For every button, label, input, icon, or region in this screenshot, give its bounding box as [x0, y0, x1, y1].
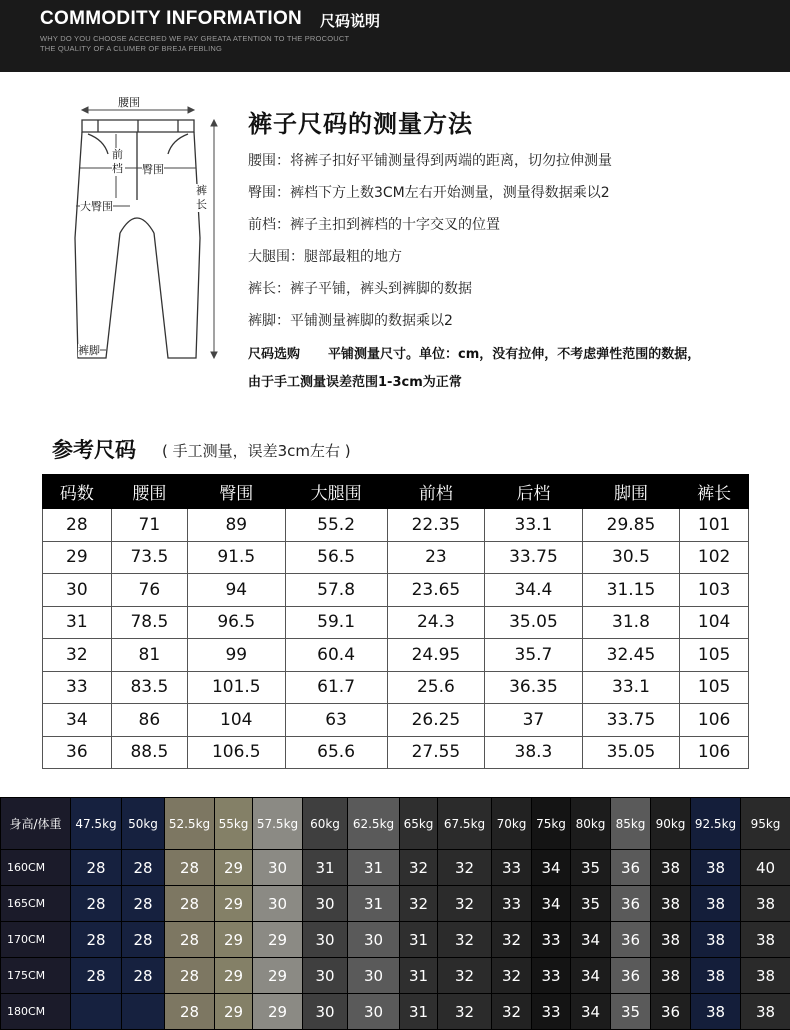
- height-weight-cell: 29: [253, 994, 303, 1030]
- height-weight-table: [0, 797, 790, 1030]
- weight-header-cell: 85kg: [611, 798, 651, 850]
- height-weight-cell: 28: [122, 922, 165, 958]
- weight-header-cell: 90kg: [651, 798, 691, 850]
- size-table-cell: 105: [680, 639, 749, 672]
- height-weight-cell: 36: [611, 922, 651, 958]
- weight-header-cell: 52.5kg: [165, 798, 215, 850]
- size-table-cell: 88.5: [111, 736, 187, 769]
- pants-outline-icon: [48, 88, 228, 368]
- height-weight-cell: 29: [215, 994, 253, 1030]
- method-line-length: 裤长：裤子平铺，裤头到裤脚的数据: [248, 281, 472, 297]
- table-row: [1, 850, 790, 886]
- height-weight-cell: 32: [438, 922, 492, 958]
- size-table-cell: 37: [485, 704, 583, 737]
- height-weight-cell: 28: [71, 958, 122, 994]
- height-weight-cell: 34: [532, 886, 571, 922]
- height-weight-cell: 34: [532, 850, 571, 886]
- height-weight-cell: 32: [438, 850, 492, 886]
- size-table-cell: 23.65: [387, 574, 485, 607]
- size-table-cell: 106: [680, 704, 749, 737]
- height-weight-cell: 38: [651, 922, 691, 958]
- height-weight-cell: 32: [400, 886, 438, 922]
- size-table-cell: 57.8: [285, 574, 387, 607]
- height-weight-cell: 31: [400, 922, 438, 958]
- height-weight-cell: 35: [571, 886, 611, 922]
- size-table-cell: 104: [680, 606, 749, 639]
- height-weight-cell: 35: [571, 850, 611, 886]
- weight-header-cell: 80kg: [571, 798, 611, 850]
- height-weight-cell: 35: [611, 994, 651, 1030]
- height-weight-cell: 38: [691, 994, 741, 1030]
- size-table-cell: 35.05: [582, 736, 680, 769]
- table-row: [43, 671, 749, 704]
- height-weight-cell: 33: [532, 922, 571, 958]
- size-table-cell: 26.25: [387, 704, 485, 737]
- height-row-header: 180CM: [1, 994, 71, 1030]
- size-table-header-row: [43, 475, 749, 509]
- weight-header-cell: 47.5kg: [71, 798, 122, 850]
- size-table-cell: 31.15: [582, 574, 680, 607]
- size-table-cell: 101: [680, 509, 749, 542]
- height-weight-table-container: [0, 797, 790, 1030]
- height-weight-cell: 30: [303, 958, 348, 994]
- height-weight-cell: 38: [741, 994, 790, 1030]
- size-table-cell: 33.75: [485, 541, 583, 574]
- height-weight-cell: 28: [71, 922, 122, 958]
- height-weight-cell: 31: [400, 958, 438, 994]
- table-row: [43, 606, 749, 639]
- height-weight-cell: 33: [492, 850, 532, 886]
- size-table-cell: 89: [188, 509, 286, 542]
- height-weight-cell: 32: [492, 958, 532, 994]
- height-weight-cell: 28: [165, 886, 215, 922]
- size-table-cell: 24.3: [387, 606, 485, 639]
- size-table-cell: 30.5: [582, 541, 680, 574]
- height-weight-header-row: [1, 798, 790, 850]
- height-weight-cell: 34: [571, 958, 611, 994]
- size-note-text-1: 平铺测量尺寸。单位：cm，没有拉伸，不考虑弹性范围的数据，: [328, 347, 701, 362]
- size-table-cell: 60.4: [285, 639, 387, 672]
- size-table-cell: 35.05: [485, 606, 583, 639]
- height-weight-cell: 38: [651, 850, 691, 886]
- height-weight-cell: 29: [215, 850, 253, 886]
- header-banner: [0, 0, 790, 72]
- pants-diagram: [48, 88, 228, 368]
- height-row-header: 165CM: [1, 886, 71, 922]
- method-line-hip: 臀围：裤档下方上数3CM左右开始测量，测量得数据乘以2: [248, 185, 610, 201]
- height-weight-cell: 29: [253, 922, 303, 958]
- size-table-cell: 104: [188, 704, 286, 737]
- size-table-cell: 32.45: [582, 639, 680, 672]
- diagram-label-hem: 裤脚: [78, 344, 100, 357]
- weight-header-cell: 62.5kg: [348, 798, 400, 850]
- weight-header-cell: 70kg: [492, 798, 532, 850]
- height-weight-cell: 32: [492, 922, 532, 958]
- size-header-cell: 大腿围: [285, 475, 387, 509]
- size-table-cell: 22.35: [387, 509, 485, 542]
- height-weight-cell: 30: [253, 850, 303, 886]
- height-weight-cell: 36: [651, 994, 691, 1030]
- size-table-cell: 34.4: [485, 574, 583, 607]
- size-table-cell: 83.5: [111, 671, 187, 704]
- height-weight-cell: 30: [348, 958, 400, 994]
- height-weight-cell: 32: [400, 850, 438, 886]
- size-table-cell: 31.8: [582, 606, 680, 639]
- table-row: [1, 994, 790, 1030]
- size-table-cell: 29: [43, 541, 112, 574]
- table-row: [1, 886, 790, 922]
- size-table-cell: 28: [43, 509, 112, 542]
- size-note-lead: 尺码选购: [248, 347, 301, 362]
- height-weight-cell: 29: [215, 958, 253, 994]
- height-weight-cell: 28: [165, 958, 215, 994]
- height-weight-cell: 36: [611, 958, 651, 994]
- table-row: [1, 922, 790, 958]
- size-table-cell: 30: [43, 574, 112, 607]
- weight-header-cell: 55kg: [215, 798, 253, 850]
- height-weight-cell: 31: [303, 850, 348, 886]
- size-header-cell: 脚围: [582, 475, 680, 509]
- diagram-label-length: 裤长: [196, 184, 207, 211]
- size-table-cell: 96.5: [188, 606, 286, 639]
- size-note-line-1: [248, 343, 700, 362]
- height-weight-cell: 38: [651, 886, 691, 922]
- size-table-cell: 99: [188, 639, 286, 672]
- size-table-cell: 36: [43, 736, 112, 769]
- reference-subtitle: ( 手工测量，误差3cm左右 ): [162, 442, 351, 460]
- size-table-cell: 34: [43, 704, 112, 737]
- size-header-cell: 后档: [485, 475, 583, 509]
- size-table-cell: 91.5: [188, 541, 286, 574]
- height-row-header: 160CM: [1, 850, 71, 886]
- weight-header-cell: 92.5kg: [691, 798, 741, 850]
- reference-title: 参考尺码: [52, 438, 136, 462]
- height-weight-cell: 28: [122, 886, 165, 922]
- table-row: [43, 574, 749, 607]
- header-tagline-2: THE QUALITY OF A CLUMER OF BREJA FEBLING: [40, 44, 223, 53]
- method-line-waist: 腰围：将裤子扣好平铺测量得到两端的距离，切勿拉伸测量: [248, 153, 612, 169]
- size-table-cell: 102: [680, 541, 749, 574]
- header-title-cn: 尺码说明: [320, 12, 381, 30]
- size-table: [42, 474, 749, 769]
- size-table-cell: 59.1: [285, 606, 387, 639]
- size-table-cell: 61.7: [285, 671, 387, 704]
- size-header-cell: 臀围: [188, 475, 286, 509]
- height-weight-cell: 32: [438, 958, 492, 994]
- table-row: [43, 736, 749, 769]
- table-row: [43, 704, 749, 737]
- height-weight-cell: 33: [532, 958, 571, 994]
- size-header-cell: 码数: [43, 475, 112, 509]
- size-table-cell: 63: [285, 704, 387, 737]
- height-weight-cell: 29: [253, 958, 303, 994]
- size-table-cell: 106: [680, 736, 749, 769]
- height-weight-cell: 34: [571, 994, 611, 1030]
- height-weight-cell: 30: [303, 994, 348, 1030]
- size-table-cell: 103: [680, 574, 749, 607]
- height-weight-cell: 36: [611, 850, 651, 886]
- height-weight-cell: 34: [571, 922, 611, 958]
- height-weight-cell: [122, 994, 165, 1030]
- table-row: [43, 541, 749, 574]
- height-weight-cell: [71, 994, 122, 1030]
- height-weight-cell: 33: [492, 886, 532, 922]
- size-table-cell: 78.5: [111, 606, 187, 639]
- size-table-cell: 105: [680, 671, 749, 704]
- height-weight-cell: 38: [691, 850, 741, 886]
- size-table-cell: 38.3: [485, 736, 583, 769]
- size-table-cell: 71: [111, 509, 187, 542]
- size-header-cell: 腰围: [111, 475, 187, 509]
- size-table-cell: 94: [188, 574, 286, 607]
- size-table-cell: 33.75: [582, 704, 680, 737]
- table-row: [43, 639, 749, 672]
- height-weight-cell: 32: [438, 886, 492, 922]
- height-weight-cell: 38: [741, 922, 790, 958]
- weight-header-cell: 57.5kg: [253, 798, 303, 850]
- size-table-cell: 86: [111, 704, 187, 737]
- height-weight-cell: 29: [215, 886, 253, 922]
- height-weight-cell: 38: [691, 886, 741, 922]
- height-weight-cell: 40: [741, 850, 790, 886]
- diagram-label-waist: 腰围: [118, 96, 140, 109]
- height-weight-cell: 28: [165, 922, 215, 958]
- size-table-cell: 55.2: [285, 509, 387, 542]
- size-table-cell: 76: [111, 574, 187, 607]
- height-weight-cell: 30: [253, 886, 303, 922]
- weight-header-cell: 95kg: [741, 798, 790, 850]
- height-row-header: 175CM: [1, 958, 71, 994]
- height-weight-cell: 30: [303, 886, 348, 922]
- table-row: [43, 509, 749, 542]
- height-weight-cell: 28: [165, 994, 215, 1030]
- height-weight-cell: 38: [741, 958, 790, 994]
- size-table-cell: 27.55: [387, 736, 485, 769]
- height-weight-cell: 31: [400, 994, 438, 1030]
- height-weight-cell: 30: [303, 922, 348, 958]
- weight-header-cell: 65kg: [400, 798, 438, 850]
- size-table-cell: 101.5: [188, 671, 286, 704]
- size-table-cell: 31: [43, 606, 112, 639]
- method-title: 裤子尺码的测量方法: [248, 110, 473, 138]
- height-weight-cell: 38: [741, 886, 790, 922]
- height-weight-cell: 31: [348, 886, 400, 922]
- size-table-cell: 29.85: [582, 509, 680, 542]
- header-tagline-1: WHY DO YOU CHOOSE ACECRED WE PAY GREATA ATENTION TO THE PROCOUCT: [40, 34, 350, 43]
- size-table-cell: 33.1: [582, 671, 680, 704]
- size-table-cell: 33.1: [485, 509, 583, 542]
- weight-header-cell: 50kg: [122, 798, 165, 850]
- height-weight-cell: 36: [611, 886, 651, 922]
- size-table-cell: 73.5: [111, 541, 187, 574]
- weight-header-cell: 67.5kg: [438, 798, 492, 850]
- method-line-thigh: 大腿围：腿部最粗的地方: [248, 249, 402, 265]
- height-weight-cell: 28: [165, 850, 215, 886]
- size-table-cell: 65.6: [285, 736, 387, 769]
- size-table-cell: 81: [111, 639, 187, 672]
- diagram-label-thigh: 大臀围: [80, 200, 113, 213]
- height-weight-cell: 30: [348, 994, 400, 1030]
- height-weight-cell: 30: [348, 922, 400, 958]
- height-weight-cell: 32: [438, 994, 492, 1030]
- height-weight-cell: 28: [122, 850, 165, 886]
- diagram-label-hip: 臀围: [142, 163, 164, 176]
- size-table-cell: 23: [387, 541, 485, 574]
- table-row: [1, 958, 790, 994]
- method-line-hem: 裤脚：平铺测量裤脚的数据乘以2: [248, 313, 453, 329]
- height-weight-cell: 38: [691, 958, 741, 994]
- height-weight-corner: 身高/体重: [1, 798, 71, 850]
- height-weight-cell: 29: [215, 922, 253, 958]
- height-weight-cell: 28: [71, 850, 122, 886]
- height-weight-cell: 32: [492, 994, 532, 1030]
- diagram-label-front-rise: 前档: [112, 148, 123, 175]
- size-note-line-2: 由于手工测量误差范围1-3cm为正常: [248, 375, 462, 390]
- size-table-cell: 25.6: [387, 671, 485, 704]
- size-table-cell: 35.7: [485, 639, 583, 672]
- size-table-cell: 56.5: [285, 541, 387, 574]
- height-weight-cell: 31: [348, 850, 400, 886]
- method-line-front-rise: 前档：裤子主扣到裤档的十字交叉的位置: [248, 217, 500, 233]
- size-table-cell: 33: [43, 671, 112, 704]
- size-table-cell: 106.5: [188, 736, 286, 769]
- size-header-cell: 裤长: [680, 475, 749, 509]
- height-weight-cell: 38: [691, 922, 741, 958]
- height-weight-cell: 38: [651, 958, 691, 994]
- height-weight-cell: 33: [532, 994, 571, 1030]
- size-table-cell: 24.95: [387, 639, 485, 672]
- height-row-header: 170CM: [1, 922, 71, 958]
- size-header-cell: 前档: [387, 475, 485, 509]
- height-weight-cell: 28: [122, 958, 165, 994]
- header-title-en: COMMODITY INFORMATION: [40, 8, 303, 29]
- height-weight-cell: 28: [71, 886, 122, 922]
- size-table-cell: 32: [43, 639, 112, 672]
- size-table-cell: 36.35: [485, 671, 583, 704]
- weight-header-cell: 75kg: [532, 798, 571, 850]
- weight-header-cell: 60kg: [303, 798, 348, 850]
